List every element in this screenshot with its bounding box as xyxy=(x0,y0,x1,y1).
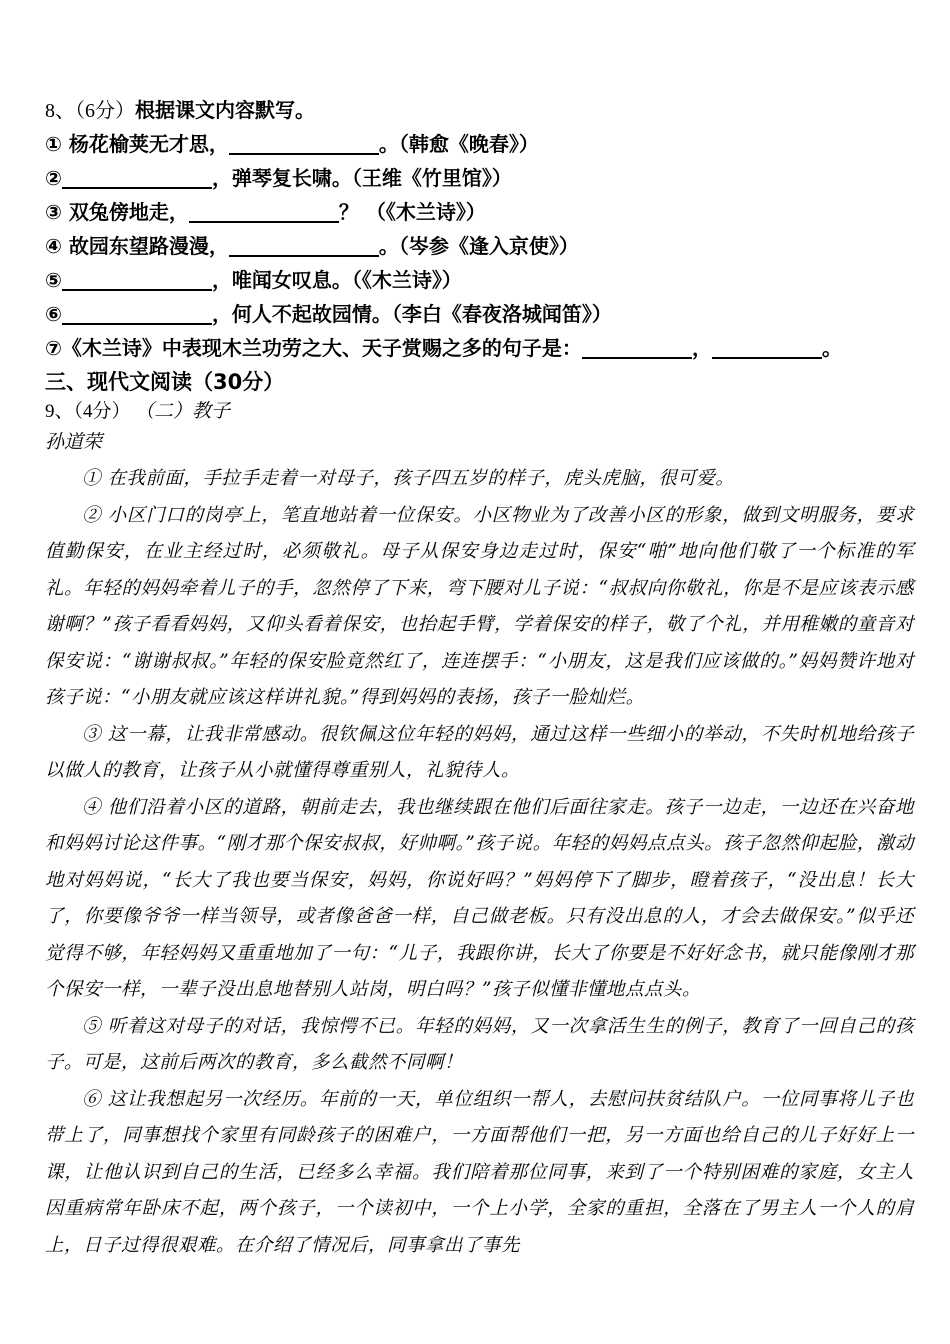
question9-number: 9、（4分） xyxy=(45,401,131,422)
item-post: 。 xyxy=(821,336,842,360)
item-pre: ② xyxy=(45,166,62,190)
answer-blank xyxy=(62,176,212,189)
item-pre: ④ 故园东望路漫漫， xyxy=(45,234,229,258)
item-pre: ③ 双兔傍地走， xyxy=(45,200,189,224)
answer-blank xyxy=(582,346,692,359)
question9-label: （二）教子 xyxy=(144,400,231,422)
dictation-item-6 xyxy=(45,297,914,331)
answer-blank xyxy=(229,244,379,257)
passage-paragraph-2: ② 小区门口的岗亭上，笔直地站着一位保安。小区物业为了改善小区的形象，做到文明服务，要求值勤保安，在业主经过时，必须敬礼。母子从保安身边走过时，保安“啪”地向他们敬了一个标准的军礼。年轻的妈妈牵着儿子的手，忽然停了下来，弯下腰对儿子说：“叔叔向你敬礼，你是不是应该表示感谢啊？”孩子看看妈妈，又仰头看着保安，也抬起手臂，学着保安的样子，敬了个礼，并用稚嫩的童音对保安说：“谢谢叔叔。”年轻的保安脸竟然红了，连连摆手：“小朋友，这是我们应该做的。”妈妈赞许地对孩子说：“小朋友就应该这样讲礼貌。”得到妈妈的表扬，孩子一脸灿烂。 xyxy=(45,504,914,708)
item-post: 。（韩愈《晚春》） xyxy=(378,132,539,156)
passage-paragraph-6: ⑥ 这让我想起另一次经历。年前的一天，单位组织一帮人，去慰问扶贫结队户。一位同事将儿子也带上了，同事想找个家里有同龄孩子的困难户，一方面帮他们一把，另一方面也给自己的儿子好好上一课，让他认识到自己的生活，已经多么幸福。我们陪着那位同事，来到了一个特别困难的家庭，女主人因重病常年卧床不起，两个孩子，一个读初中，一个上小学，全家的重担，全落在了男主人一个人的肩上，日子过得很艰难。在介绍了情况后，同事拿出了事先 xyxy=(45,1088,914,1256)
dictation-item-5 xyxy=(45,263,914,297)
dictation-item-7 xyxy=(45,331,914,365)
answer-blank xyxy=(62,278,212,291)
dictation-item-4 xyxy=(45,229,914,263)
item-mid: ， xyxy=(691,336,712,360)
dictation-item-2 xyxy=(45,161,914,195)
item-post: ，弹琴复长啸。（王维《竹里馆》） xyxy=(211,166,512,190)
passage-paragraph-4: ④ 他们沿着小区的道路，朝前走去，我也继续跟在他们后面往家走。孩子一边走，一边还在兴奋地和妈妈讨论这件事。“刚才那个保安叔叔，好帅啊。”孩子说。年轻的妈妈点点头。孩子忽然仰起脸，激动地对妈妈说，“长大了我也要当保安，妈妈，你说好吗？”妈妈停下了脚步，瞪着孩子，“没出息！长大了，你要像爷爷一样当领导，或者像爸爸一样，自己做老板。只有没出息的人，才会去做保安。”似乎还觉得不够，年轻妈妈又重重地加了一句：“儿子，我跟你讲，长大了你要是不好好念书，就只能像刚才那个保安一样，一辈子没出息地替别人站岗，明白吗？”孩子似懂非懂地点点头。 xyxy=(45,796,914,1000)
question8-title: 根据课文内容默写。 xyxy=(135,98,315,122)
section3-header: 三、现代文阅读（30分） xyxy=(45,370,285,394)
reading-passage xyxy=(45,461,914,1264)
dictation-item-1 xyxy=(45,127,914,161)
answer-blank xyxy=(712,346,822,359)
answer-blank xyxy=(62,312,212,325)
item-post: ？ （《木兰诗》） xyxy=(338,200,486,224)
question9-header xyxy=(45,397,914,425)
item-pre: ⑤ xyxy=(45,268,62,292)
item-pre: ⑦《木兰诗》中表现木兰功劳之大、天子赏赐之多的句子是： xyxy=(45,336,582,360)
item-pre: ⑥ xyxy=(45,302,62,326)
item-post: ，唯闻女叹息。（《木兰诗》） xyxy=(211,268,462,292)
answer-blank xyxy=(229,142,379,155)
answer-blank xyxy=(189,210,339,223)
question8-header xyxy=(45,93,914,127)
item-pre: ① 杨花榆荚无才思， xyxy=(45,132,229,156)
dictation-item-3 xyxy=(45,195,914,229)
item-post: 。（岑参《逢入京使》） xyxy=(378,234,579,258)
passage-paragraph-3: ③ 这一幕，让我非常感动。很钦佩这位年轻的妈妈，通过这样一些细小的举动，不失时机地给孩子以做人的教育，让孩子从小就懂得尊重别人，礼貌待人。 xyxy=(45,723,914,781)
passage-paragraph-1: ① 在我前面，手拉手走着一对母子，孩子四五岁的样子，虎头虎脑，很可爱。 xyxy=(82,468,735,489)
item-post: ，何人不起故园情。（李白《春夜洛城闻笛》） xyxy=(211,302,612,326)
passage-paragraph-5: ⑤ 听着这对母子的对话，我惊愕不已。年轻的妈妈，又一次拿活生生的例子，教育了一回自己的孩子。可是，这前后两次的教育，多么截然不同啊！ xyxy=(45,1015,914,1073)
question8-number: 8、（6分） xyxy=(45,100,135,122)
author-name: 孙道荣 xyxy=(45,431,103,453)
